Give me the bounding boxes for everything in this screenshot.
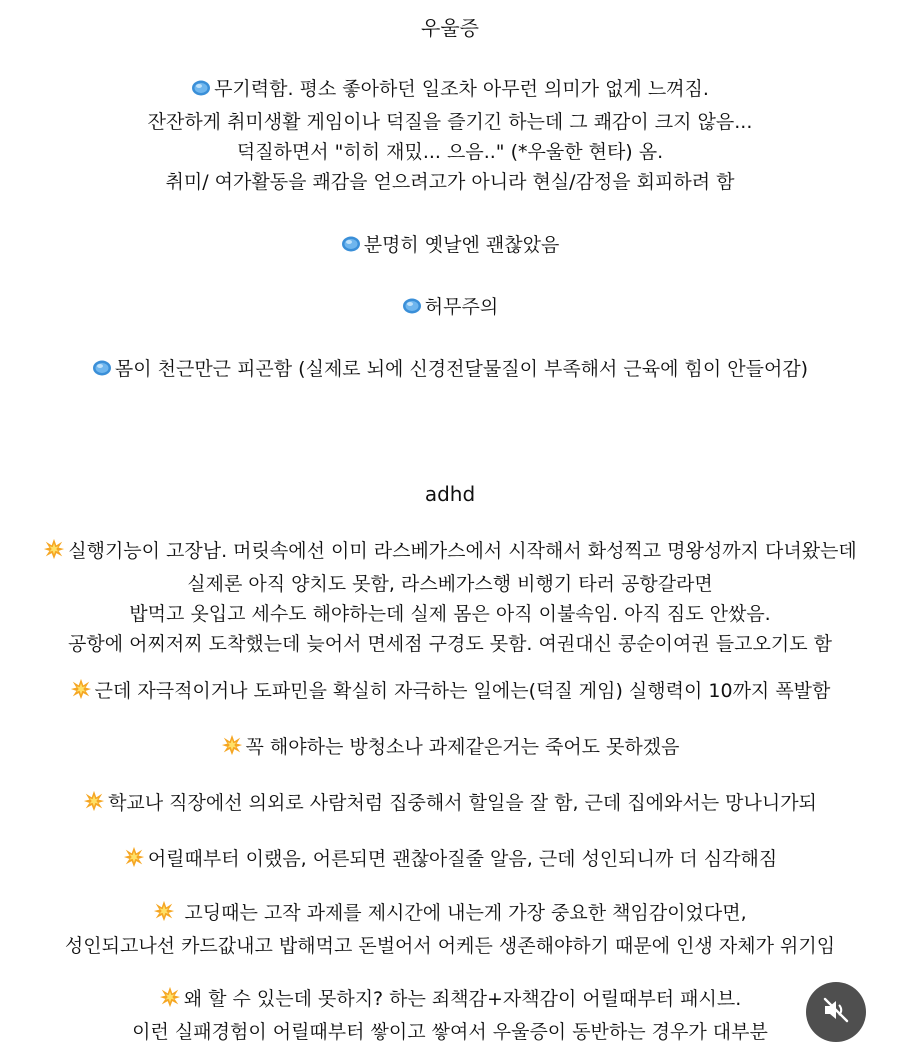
blue-disc-icon: [92, 357, 112, 387]
depression-paragraph-4: [0, 354, 900, 387]
text-line: 어릴때부터 이랬음, 어른되면 괜찮아질줄 알음, 근데 성인되니까 더 심각해짐: [0, 844, 900, 877]
text-line: 공항에 어찌저찌 도착했는데 늦어서 면세점 구경도 못함. 여권대신 콩순이여권 들고오기도 함: [68, 633, 832, 655]
collision-icon: [123, 846, 145, 877]
text-line: 실행기능이 고장남. 머릿속에선 이미 라스베가스에서 시작해서 화성찍고 명왕성까지 다녀왔는데: [0, 536, 900, 569]
text-line: 취미/ 여가활동을 쾌감을 얻으려고가 아니라 현실/감정을 회피하려 함: [165, 171, 735, 193]
blue-disc-icon: [402, 295, 422, 325]
text-line: 고딩때는 고작 과제를 제시간에 내는게 가장 중요한 책임감이었다면,: [0, 898, 900, 931]
adhd-paragraph-4: [0, 788, 900, 821]
collision-icon: [221, 734, 243, 765]
collision-icon: [159, 986, 181, 1017]
adhd-paragraph-6: [0, 898, 900, 961]
text-line: 꼭 해야하는 방청소나 과제같은거는 죽어도 못하겠음: [0, 732, 900, 765]
collision-icon: [43, 538, 65, 569]
text-line: 왜 할 수 있는데 못하지? 하는 죄책감+자책감이 어릴때부터 패시브.: [0, 984, 900, 1017]
text-line: 허무주의: [0, 292, 900, 325]
text-line: 근데 자극적이거나 도파민을 확실히 자극하는 일에는(덕질 게임) 실행력이 10까지 폭발함: [0, 676, 900, 709]
text-line: 학교나 직장에선 의외로 사람처럼 집중해서 할일을 잘 함, 근데 집에와서는 망나니가되: [0, 788, 900, 821]
text-line: 분명히 옛날엔 괜찮았음: [0, 230, 900, 263]
depression-section-title: 우울증: [421, 16, 479, 40]
text-line: 덕질하면서 "히히 재밌... 으음.." (*우울한 현타) 옴.: [236, 141, 664, 163]
adhd-section-title: adhd: [424, 482, 476, 506]
collision-icon: [153, 900, 175, 931]
adhd-paragraph-1: [0, 536, 900, 659]
text-line: 몸이 천근만근 피곤함 (실제로 뇌에 신경전달물질이 부족해서 근육에 힘이 안들어감): [0, 354, 900, 387]
blue-disc-icon: [341, 233, 361, 263]
adhd-paragraph-3: [0, 732, 900, 765]
text-line: 실제론 아직 양치도 못함, 라스베가스행 비행기 타러 공항갈라면: [187, 573, 713, 595]
depression-paragraph-1: [0, 74, 900, 197]
depression-paragraph-3: [0, 292, 900, 325]
mute-toggle-button[interactable]: [806, 982, 866, 1042]
collision-icon: [70, 678, 92, 709]
text-line: 무기력함. 평소 좋아하던 일조차 아무런 의미가 없게 느껴짐.: [0, 74, 900, 107]
depression-paragraph-2: [0, 230, 900, 263]
adhd-paragraph-5: [0, 844, 900, 877]
text-line: 이런 실패경험이 어릴때부터 쌓이고 쌓여서 우울증이 동반하는 경우가 대부분: [132, 1021, 768, 1043]
text-line: 밥먹고 옷입고 세수도 해야하는데 실제 몸은 아직 이불속임. 아직 짐도 안쌌음.: [129, 603, 771, 625]
adhd-paragraph-7: [0, 984, 900, 1047]
collision-icon: [83, 790, 105, 821]
text-line: 잔잔하게 취미생활 게임이나 덕질을 즐기긴 하는데 그 쾌감이 크지 않음...: [147, 111, 753, 133]
adhd-paragraph-2: [0, 676, 900, 709]
text-line: 성인되고나선 카드값내고 밥해먹고 돈벌어서 어케든 생존해야하기 때문에 인생 자체가 위기임: [64, 935, 836, 957]
speaker-muted-icon: [821, 995, 851, 1029]
blue-disc-icon: [191, 77, 211, 107]
